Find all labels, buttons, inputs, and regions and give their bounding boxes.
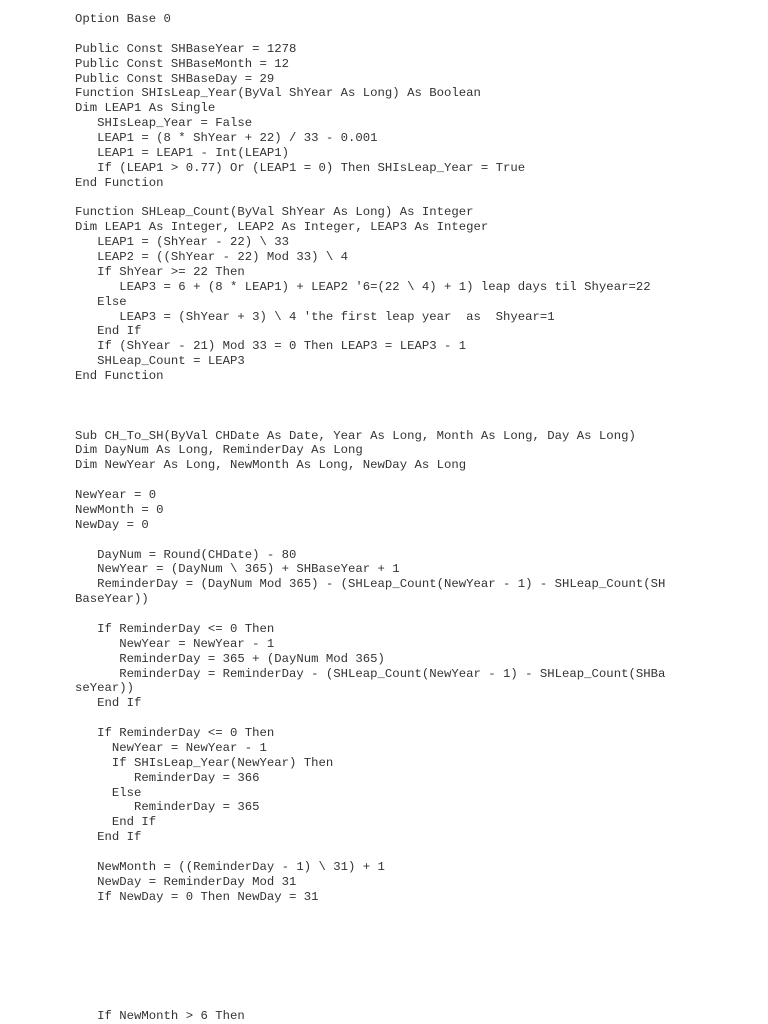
code-line: LEAP1 = (ShYear - 22) \ 33 xyxy=(75,235,290,250)
code-line xyxy=(75,414,755,429)
code-line xyxy=(75,949,755,964)
code-line: If NewMonth > 6 Then xyxy=(75,1008,245,1023)
code-line xyxy=(75,994,755,1009)
code-line: SHIsLeap_Year = False xyxy=(75,116,253,131)
code-line: SHLeap_Count = LEAP3 xyxy=(75,354,245,369)
code-line: Dim LEAP1 As Integer, LEAP2 As Integer, LEAP3 As Integer xyxy=(75,220,489,235)
code-line xyxy=(75,607,755,622)
code-line xyxy=(75,934,755,949)
code-line xyxy=(75,845,755,860)
code-listing xyxy=(75,12,755,1024)
code-line: Dim DayNum As Long, ReminderDay As Long xyxy=(75,443,363,458)
code-line: Public Const SHBaseDay = 29 xyxy=(75,71,275,86)
code-line: NewDay = ReminderDay Mod 31 xyxy=(75,874,297,889)
code-line: Function SHLeap_Count(ByVal ShYear As Long) As Integer xyxy=(75,205,474,220)
code-line xyxy=(75,905,755,920)
code-line xyxy=(75,533,755,548)
code-line: End If xyxy=(75,696,142,711)
code-line: NewDay = 0 xyxy=(75,517,149,532)
code-line: If (LEAP1 > 0.77) Or (LEAP1 = 0) Then SHIsLeap_Year = True xyxy=(75,160,526,175)
code-line: Public Const SHBaseMonth = 12 xyxy=(75,56,290,71)
code-line: NewYear = (DayNum \ 365) + SHBaseYear + 1 xyxy=(75,562,400,577)
code-line: ReminderDay = ReminderDay - (SHLeap_Count(NewYear - 1) - SHLeap_Count(SHBa xyxy=(75,666,666,681)
code-line xyxy=(75,399,755,414)
code-line: Dim NewYear As Long, NewMonth As Long, NewDay As Long xyxy=(75,458,467,473)
code-line: Else xyxy=(75,294,127,309)
code-line: seYear)) xyxy=(75,681,135,696)
code-line: End If xyxy=(75,324,142,339)
code-line: If ShYear >= 22 Then xyxy=(75,264,245,279)
code-line xyxy=(75,191,755,206)
code-line: DayNum = Round(CHDate) - 80 xyxy=(75,547,297,562)
code-line: If NewDay = 0 Then NewDay = 31 xyxy=(75,889,319,904)
code-line: NewYear = NewYear - 1 xyxy=(75,740,267,755)
code-line: ReminderDay = 366 xyxy=(75,770,260,785)
code-line: Else xyxy=(75,785,142,800)
code-line xyxy=(75,27,755,42)
code-line: Dim LEAP1 As Single xyxy=(75,101,216,116)
code-line xyxy=(75,979,755,994)
code-line: If (ShYear - 21) Mod 33 = 0 Then LEAP3 = LEAP3 - 1 xyxy=(75,339,467,354)
code-line xyxy=(75,919,755,934)
code-line: If SHIsLeap_Year(NewYear) Then xyxy=(75,755,334,770)
code-line: NewYear = NewYear - 1 xyxy=(75,636,275,651)
code-line: End If xyxy=(75,830,142,845)
code-line xyxy=(75,473,755,488)
code-line: Public Const SHBaseYear = 1278 xyxy=(75,41,297,56)
code-line xyxy=(75,711,755,726)
code-line: ReminderDay = 365 + (DayNum Mod 365) xyxy=(75,651,385,666)
code-line: LEAP1 = (8 * ShYear + 22) / 33 - 0.001 xyxy=(75,131,378,145)
code-line: ReminderDay = 365 xyxy=(75,800,260,815)
code-line: LEAP1 = LEAP1 - Int(LEAP1) xyxy=(75,145,290,160)
code-line: End Function xyxy=(75,175,164,190)
code-line xyxy=(75,384,755,399)
code-line: End Function xyxy=(75,369,164,383)
code-line: If ReminderDay <= 0 Then xyxy=(75,726,275,740)
code-line: Option Base 0 xyxy=(75,12,171,26)
code-line: LEAP3 = 6 + (8 * LEAP1) + LEAP2 '6=(22 \ 4) + 1) leap days til Shyear=22 xyxy=(75,279,651,294)
code-line xyxy=(75,964,755,979)
code-line: NewMonth = 0 xyxy=(75,502,164,517)
code-line: Function SHIsLeap_Year(ByVal ShYear As Long) As Boolean xyxy=(75,86,481,101)
code-line: LEAP3 = (ShYear + 3) \ 4 'the first leap year as Shyear=1 xyxy=(75,309,555,324)
code-line: End If xyxy=(75,815,157,830)
code-line: NewYear = 0 xyxy=(75,488,157,502)
code-line: ReminderDay = (DayNum Mod 365) - (SHLeap_Count(NewYear - 1) - SHLeap_Count(SH xyxy=(75,577,666,592)
code-line: NewMonth = ((ReminderDay - 1) \ 31) + 1 xyxy=(75,859,385,874)
code-line: LEAP2 = ((ShYear - 22) Mod 33) \ 4 xyxy=(75,250,349,264)
code-line: Sub CH_To_SH(ByVal CHDate As Date, Year As Long, Month As Long, Day As Long) xyxy=(75,428,636,443)
code-line: BaseYear)) xyxy=(75,592,149,607)
code-line: If ReminderDay <= 0 Then xyxy=(75,621,275,636)
